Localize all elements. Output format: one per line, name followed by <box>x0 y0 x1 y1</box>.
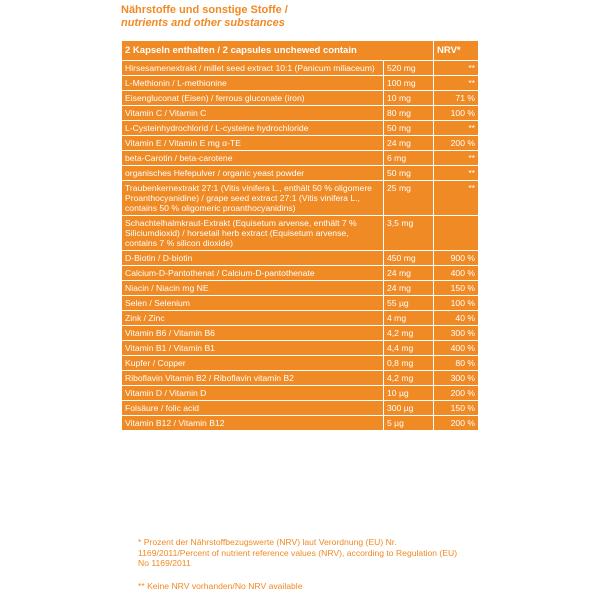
title-german: Nährstoffe und sonstige Stoffe / <box>121 4 288 16</box>
nutrient-amount: 10 mg <box>384 91 434 106</box>
nutrient-name: Eisengluconat (Eisen) / ferrous gluconate (iron) <box>122 91 384 106</box>
table-row <box>122 416 479 431</box>
nutrient-name: Selen / Selenium <box>122 296 384 311</box>
nutrient-amount: 4,4 mg <box>384 341 434 356</box>
nutrient-amount: 4 mg <box>384 311 434 326</box>
nutrient-name: Calcium-D-Pantothenat / Calcium-D-pantothenate <box>122 266 384 281</box>
nutrient-name: Kupfer / Copper <box>122 356 384 371</box>
nutrient-nrv: ** <box>434 121 479 136</box>
table-row <box>122 401 479 416</box>
nutrient-name: Schachtelhalmkraut-Extrakt (Equisetum arvense, enthält 7 % Siliciumdioxid) / horsetail herb extract (Equisetum arvense, contains 7 % silicon dioxide) <box>122 216 384 251</box>
nutrient-nrv: ** <box>434 166 479 181</box>
nutrient-nrv: 300 % <box>434 371 479 386</box>
nutrient-amount: 4,2 mg <box>384 326 434 341</box>
table-row <box>122 356 479 371</box>
nutrient-nrv: 400 % <box>434 266 479 281</box>
nutrient-amount: 4,2 mg <box>384 371 434 386</box>
nutrient-amount: 100 mg <box>384 76 434 91</box>
nutrient-nrv: 100 % <box>434 296 479 311</box>
nutrient-amount: 50 mg <box>384 166 434 181</box>
nutrient-amount: 80 mg <box>384 106 434 121</box>
nutrient-nrv: 900 % <box>434 251 479 266</box>
nutrient-nrv: 300 % <box>434 326 479 341</box>
table-row <box>122 281 479 296</box>
nutrient-nrv: ** <box>434 181 479 216</box>
nutrient-amount: 10 µg <box>384 386 434 401</box>
nutrient-nrv <box>434 216 479 251</box>
table-row <box>122 151 479 166</box>
nutrient-nrv: 200 % <box>434 136 479 151</box>
table-row <box>122 371 479 386</box>
header-nrv: NRV* <box>434 41 479 61</box>
nutrient-nrv: 100 % <box>434 106 479 121</box>
header-label: 2 Kapseln enthalten / 2 capsules unchewed contain <box>122 41 434 61</box>
nutrient-amount: 520 mg <box>384 61 434 76</box>
nutrient-amount: 3,5 mg <box>384 216 434 251</box>
nutrient-nrv: 150 % <box>434 401 479 416</box>
nutrient-nrv: 200 % <box>434 386 479 401</box>
section-title <box>121 4 288 30</box>
table-row <box>122 311 479 326</box>
nutrient-name: Traubenkernextrakt 27:1 (Vitis vinifera L., enthält 50 % oligomere Proanthocyanidine) / grape seed extract 27:1 (Vitis vinifera L., contains 50 % oligomeric proanthocyanidins) <box>122 181 384 216</box>
nutrient-amount: 24 mg <box>384 281 434 296</box>
table-row <box>122 136 479 151</box>
nutrients-table <box>121 40 479 431</box>
nutrient-amount: 24 mg <box>384 266 434 281</box>
table-row <box>122 341 479 356</box>
table-row <box>122 76 479 91</box>
table-row <box>122 61 479 76</box>
table-row <box>122 296 479 311</box>
nutrient-name: Riboflavin Vitamin B2 / Riboflavin vitamin B2 <box>122 371 384 386</box>
nutrient-nrv: ** <box>434 151 479 166</box>
nutrient-nrv: 200 % <box>434 416 479 431</box>
nutrient-amount: 55 µg <box>384 296 434 311</box>
nutrient-nrv: ** <box>434 76 479 91</box>
table-row <box>122 181 479 216</box>
nutrient-name: Vitamin B1 / Vitamin B1 <box>122 341 384 356</box>
table-row <box>122 121 479 136</box>
nutrient-name: Vitamin C / Vitamin C <box>122 106 384 121</box>
nutrient-name: Hirsesamenextrakt / millet seed extract 10:1 (Panicum miliaceum) <box>122 61 384 76</box>
table-row <box>122 166 479 181</box>
table-header-row <box>122 41 479 61</box>
nutrient-name: Vitamin E / Vitamin E mg α-TE <box>122 136 384 151</box>
table-row <box>122 106 479 121</box>
nutrient-nrv: 80 % <box>434 356 479 371</box>
nutrient-name: L-Methionin / L-methionine <box>122 76 384 91</box>
nutrient-amount: 6 mg <box>384 151 434 166</box>
table-row <box>122 216 479 251</box>
table-row <box>122 326 479 341</box>
nutrient-name: Vitamin B6 / Vitamin B6 <box>122 326 384 341</box>
table-row <box>122 266 479 281</box>
nutrient-name: Folsäure / folic acid <box>122 401 384 416</box>
nutrient-name: D-Biotin / D-biotin <box>122 251 384 266</box>
nutrient-amount: 300 µg <box>384 401 434 416</box>
nutrient-amount: 0,8 mg <box>384 356 434 371</box>
nutrient-amount: 25 mg <box>384 181 434 216</box>
nutrient-name: Zink / Zinc <box>122 311 384 326</box>
footnote-nrv: * Prozent der Nährstoffbezugswerte (NRV) laut Verordnung (EU) Nr. 1169/2011/Percent of nutrient reference values (NRV), according to Regulation (EU) No 1169/2011 <box>138 537 458 568</box>
nutrient-name: L-Cysteinhydrochlorid / L-cysteine hydrochloride <box>122 121 384 136</box>
nutrient-name: Vitamin B12 / Vitamin B12 <box>122 416 384 431</box>
nutrient-name: organisches Hefepulver / organic yeast powder <box>122 166 384 181</box>
nutrient-nrv: 40 % <box>434 311 479 326</box>
table-row <box>122 91 479 106</box>
nutrient-amount: 450 mg <box>384 251 434 266</box>
nutrient-nrv: 150 % <box>434 281 479 296</box>
table-row <box>122 386 479 401</box>
nutrient-amount: 5 µg <box>384 416 434 431</box>
nutrient-amount: 24 mg <box>384 136 434 151</box>
table-row <box>122 251 479 266</box>
nutrient-name: Vitamin D / Vitamin D <box>122 386 384 401</box>
nutrient-name: Niacin / Niacin mg NE <box>122 281 384 296</box>
title-english: nutrients and other substances <box>121 17 285 29</box>
footnote-no-nrv: ** Keine NRV vorhanden/No NRV available <box>138 581 303 591</box>
table-body <box>122 61 479 431</box>
nutrient-nrv: 71 % <box>434 91 479 106</box>
nutrient-name: beta-Carotin / beta-carotene <box>122 151 384 166</box>
nutrient-amount: 50 mg <box>384 121 434 136</box>
nutrient-nrv: ** <box>434 61 479 76</box>
nutrient-nrv: 400 % <box>434 341 479 356</box>
